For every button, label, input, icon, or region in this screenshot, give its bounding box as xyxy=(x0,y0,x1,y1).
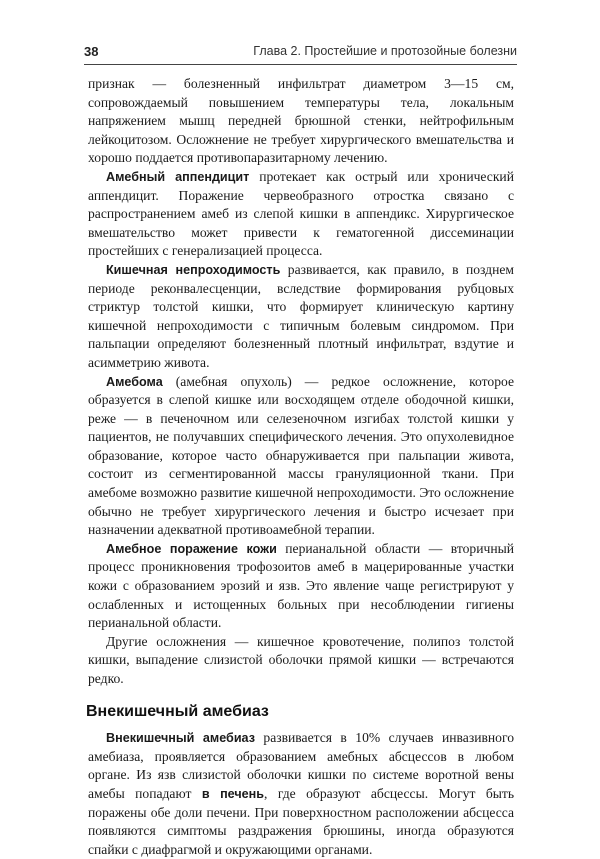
paragraph-text: развивается в 10% случаев инвазивного амебиаза, проявляется образованием амебных абсцессов в любом органе. Из язв слизистой оболочки кишки по системе воротной вены амебы попадают xyxy=(88,730,514,801)
section-heading: Внекишечный амебиаз xyxy=(86,702,269,720)
paragraph-extraintestinal xyxy=(88,729,514,859)
paragraph-text: , где образуют абсцессы. Могут быть поражены обе доли печени. При поверхностном расположении абсцесса появляются симптомы раздражения брюшины, иногда образуются спайки с диафрагмой и окружающими органами. xyxy=(88,785,515,857)
paragraph-text: развивается, как правило, в позднем периоде реконвалесценции, вследствие формирования рубцовых стриктур толстой кишки, что формирует клиническую картину кишечной непроходимости с типичным болевым синдромом. При пальпации определяют болезненный плотный инфильтрат, вздутие и асимметрию живота. xyxy=(88,261,514,370)
body-text xyxy=(88,75,514,859)
running-chapter-title: Глава 2. Простейшие и протозойные болезни xyxy=(253,44,517,58)
paragraph-intestinal-obstruction xyxy=(88,261,514,373)
header-rule xyxy=(84,64,517,65)
paragraph-other-complications xyxy=(88,633,514,689)
paragraph-text: перианальной области — вторичный процесс проникновения трофозоитов амеб в мацерированные участки кожи с образованием эрозий и язв. Это явление чаще регистрируют у ослабленных и истощенных больных при несоблюдении гигиены перианальной области. xyxy=(88,540,514,631)
paragraph-amoebic-appendicitis xyxy=(88,168,514,261)
page-number: 38 xyxy=(84,44,99,59)
paragraph-skin-lesion xyxy=(88,540,514,633)
term-heading: Кишечная непроходимость xyxy=(106,262,281,277)
paragraph-text: Другие осложнения — кишечное кровотечение, полипоз толстой кишки, выпадение слизистой оболочки прямой кишки — встречаются редко. xyxy=(88,633,514,686)
term-heading: Амебный аппендицит xyxy=(106,169,250,184)
paragraph-text: протекает как острый или хронический аппендицит. Поражение червеобразного отростка связано с распространением амеб из слепой кишки в аппендикс. Хирургическое вмешательство может привести к гематогенной диссеминации простейших с генерализацией процесса. xyxy=(88,168,514,259)
term-heading: Амебома xyxy=(106,374,163,389)
paragraph-text: (амебная опухоль) — редкое осложнение, которое образуется в слепой кишке или восходящем отделе ободочной кишки, реже — в печеночном или селезеночном изгибах толстой кишки у пациентов, не получавших специфического лечения. Это опухолевидное образование, которое часто обнаруживается при пальпации живота, состоит из сегментированной массы грануляционной ткани. При амебоме возможно развитие кишечной непроходимости. Это осложнение обычно не требует хирургического лечения и быстро исчезает при назначении адекватной противоамебной терапии. xyxy=(88,373,514,538)
paragraph-ameboma xyxy=(88,373,514,540)
paragraph-intro xyxy=(88,75,514,168)
term-liver: в печень xyxy=(201,786,265,801)
paragraph-text: признак — болезненный инфильтрат диаметром 3—15 см, сопровождаемый повышением температуры тела, локальным напряжением мышц передней брюшной стенки, нейтрофильным лейкоцитозом. Осложнение не требует хирургического вмешательства и хорошо поддается противопаразитарному лечению. xyxy=(88,76,514,166)
term-heading: Внекишечный амебиаз xyxy=(106,731,255,746)
term-heading: Амебное поражение кожи xyxy=(106,541,277,556)
page-header xyxy=(84,44,517,64)
